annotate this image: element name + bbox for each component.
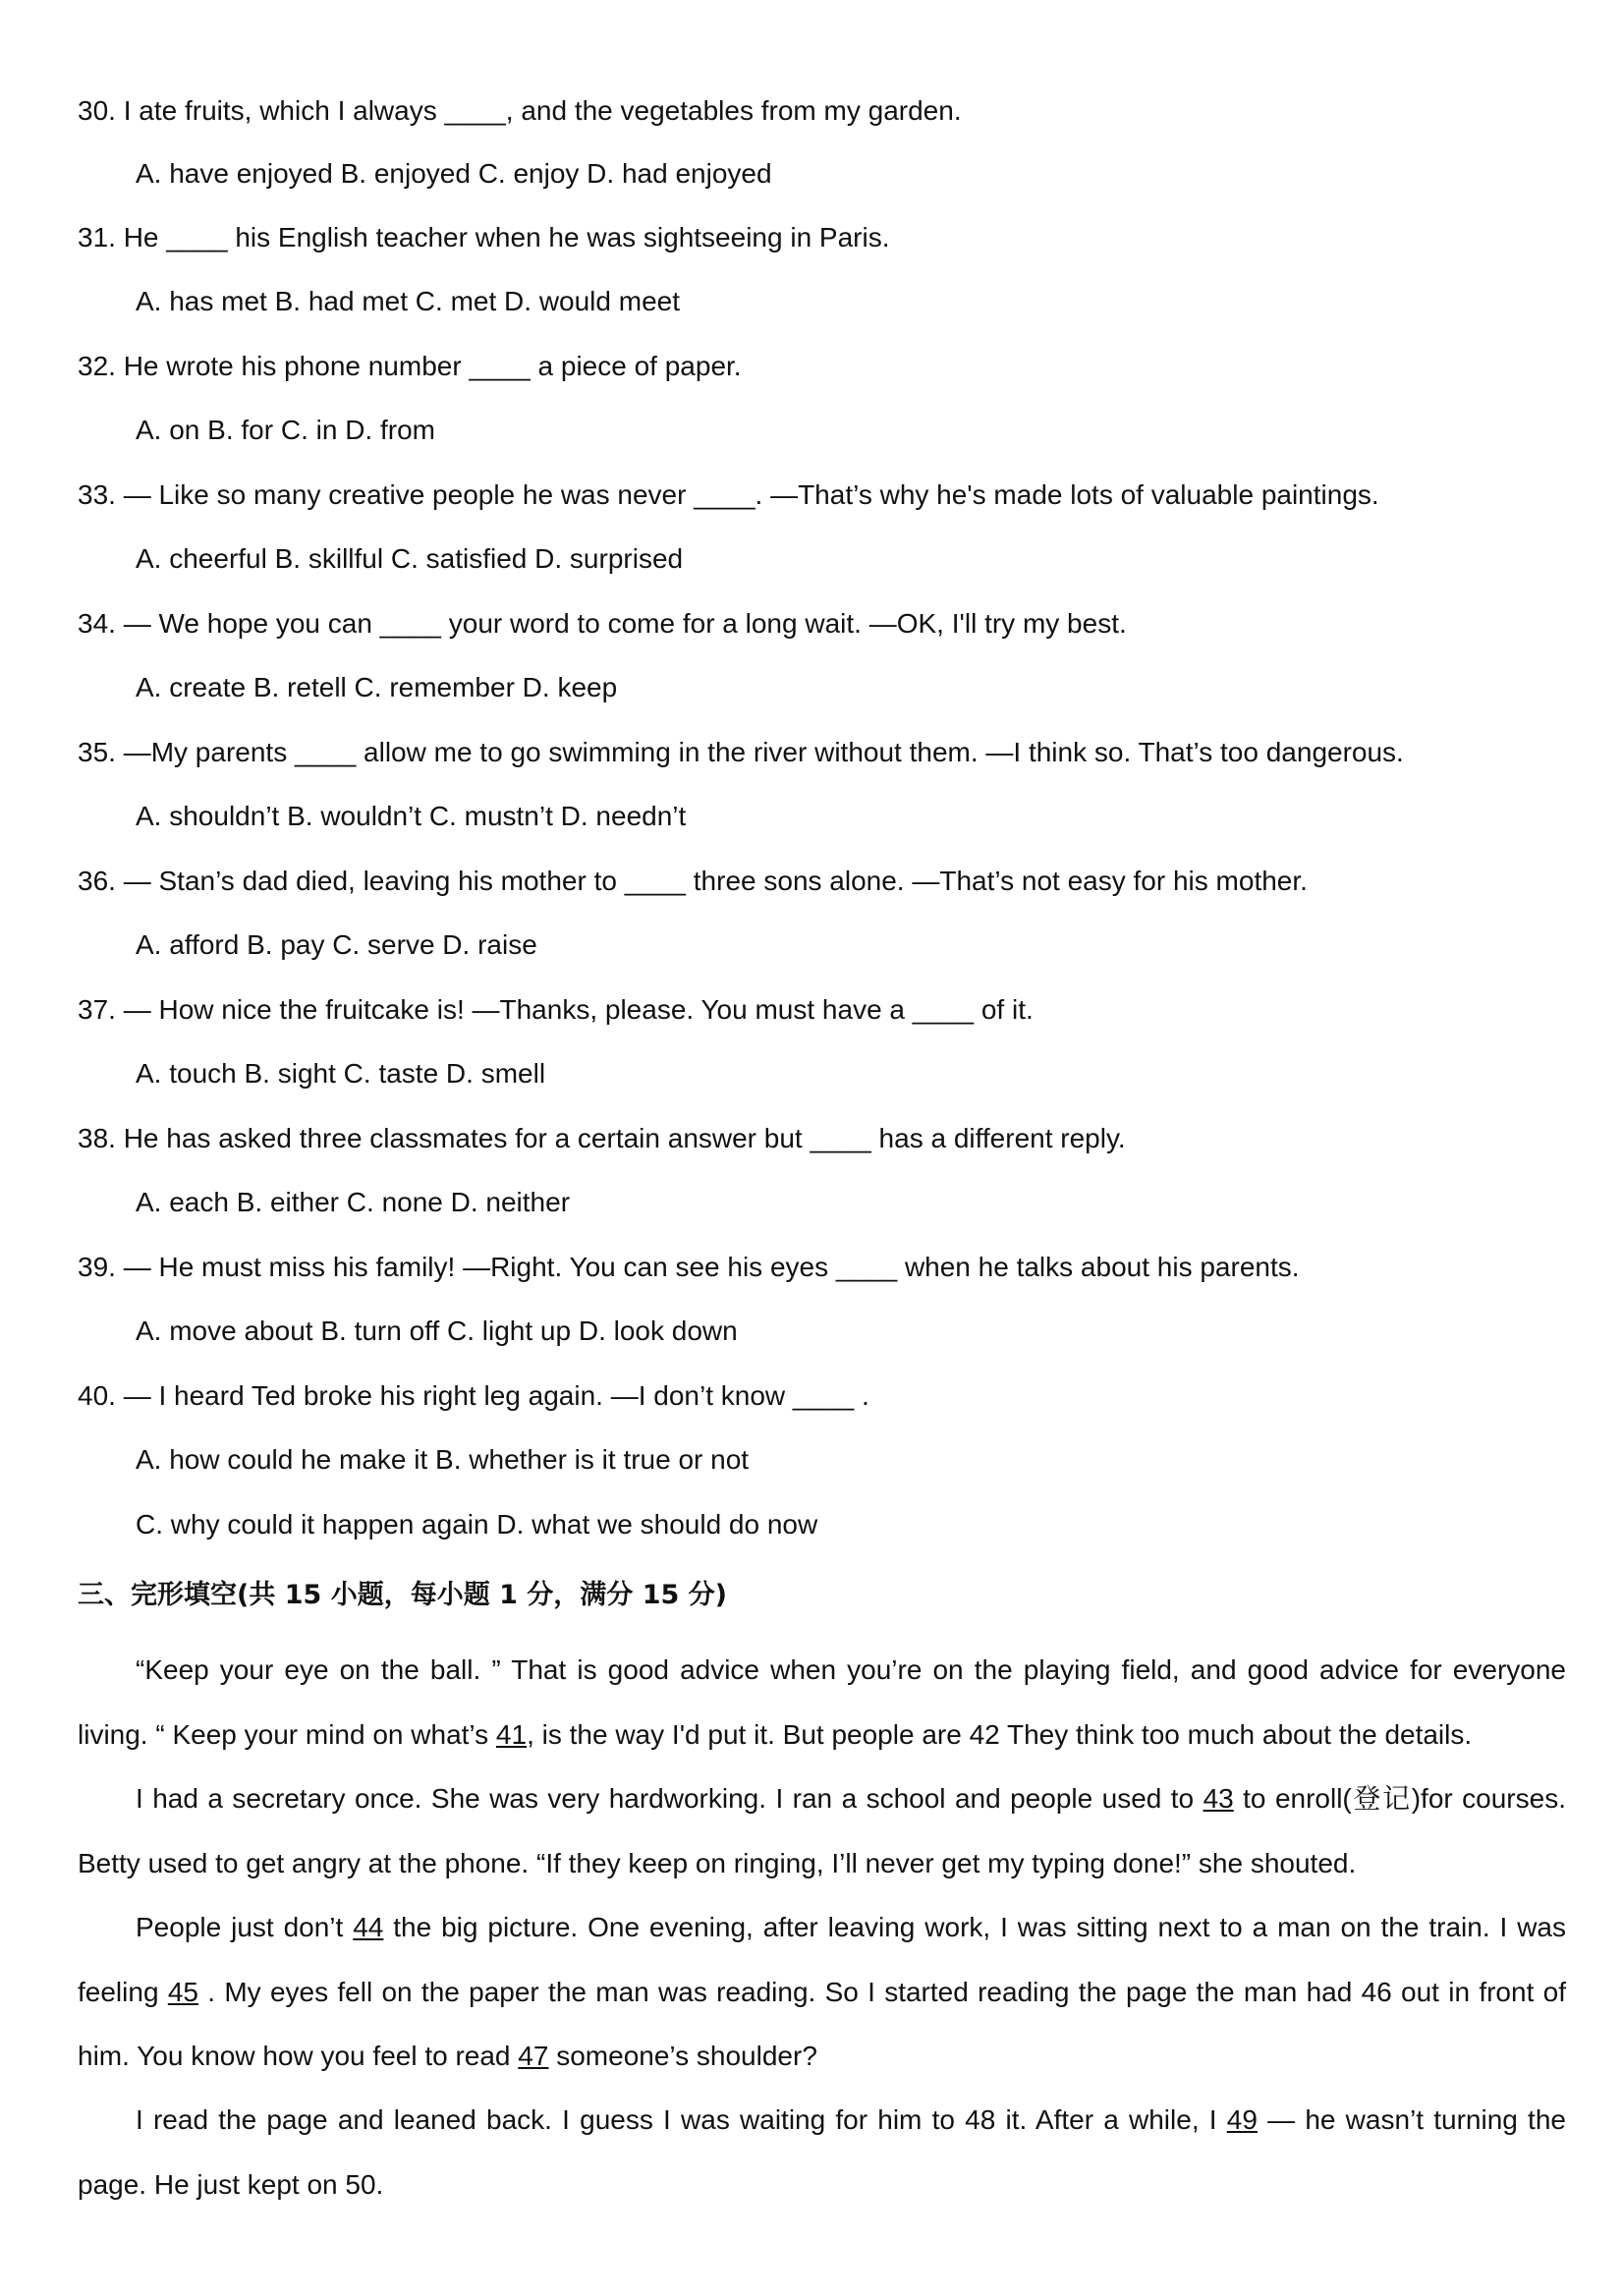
blank-41: 41 bbox=[495, 1718, 528, 1750]
section-title: 三、完形填空(共 15 小题，每小题 1 分，满分 15 分) bbox=[78, 1580, 728, 1610]
options-36: A. afford B. pay C. serve D. raise bbox=[136, 929, 537, 960]
options-40-cd: C. why could it happen again D. what we should do now bbox=[136, 1509, 818, 1540]
passage-text: People just don’t bbox=[136, 1912, 354, 1942]
passage-text: I read the page and leaned back. I guess I was waiting for him to 48 it. After a while, I bbox=[136, 2104, 1227, 2135]
options-31: A. has met B. had met C. met D. would meet bbox=[136, 286, 680, 316]
options-32: A. on B. for C. in D. from bbox=[136, 415, 435, 445]
options-38: A. each B. either C. none D. neither bbox=[136, 1187, 571, 1217]
passage-paragraph-3 bbox=[78, 1895, 1566, 2089]
options-35: A. shouldn’t B. wouldn’t C. mustn’t D. needn’t bbox=[136, 801, 687, 831]
question-34: 34. — We hope you can ____ your word to come for a long wait. —OK, I'll try my best. bbox=[78, 608, 1127, 639]
passage-text: , is the way I'd put it. But people are 42 They think too much about the details. bbox=[527, 1718, 1473, 1750]
question-33: 33. — Like so many creative people he was never ____. —That’s why he's made lots of valuable paintings. bbox=[78, 479, 1379, 510]
question-30: 30. I ate fruits, which I always ____, and the vegetables from my garden. bbox=[78, 95, 962, 126]
blank-49: 49 bbox=[1226, 2104, 1258, 2135]
passage-paragraph-2 bbox=[78, 1766, 1566, 1895]
passage-text: to enroll(登记)for courses. Betty used to get angry at the phone. “If they keep on ringing, I’ll never get my typing done!” she shouted. bbox=[78, 1783, 1566, 1878]
blank-43: 43 bbox=[1203, 1783, 1234, 1814]
passage-text: the big picture. One evening, after leaving work, I was sitting next to a man on the train. I was feeling bbox=[78, 1912, 1566, 2007]
question-40: 40. — I heard Ted broke his right leg again. —I don’t know ____ . bbox=[78, 1380, 869, 1411]
question-37: 37. — How nice the fruitcake is! —Thanks, please. You must have a ____ of it. bbox=[78, 994, 1034, 1025]
passage-text: someone’s shoulder? bbox=[548, 2041, 817, 2071]
passage-paragraph-1 bbox=[78, 1638, 1566, 1766]
question-31: 31. He ____ his English teacher when he was sightseeing in Paris. bbox=[78, 222, 890, 252]
options-37: A. touch B. sight C. taste D. smell bbox=[136, 1058, 546, 1089]
passage-text: . My eyes fell on the paper the man was reading. So I started reading the page the man had 46 out in front of him. You know how you feel to read bbox=[78, 1976, 1567, 2071]
options-33: A. cheerful B. skillful C. satisfied D. surprised bbox=[136, 543, 684, 574]
options-30: A. have enjoyed B. enjoyed C. enjoy D. had enjoyed bbox=[136, 158, 772, 189]
question-32: 32. He wrote his phone number ____ a piece of paper. bbox=[78, 351, 742, 381]
passage-paragraph-4 bbox=[78, 2088, 1566, 2216]
passage-text: I had a secretary once. She was very hardworking. I ran a school and people used to bbox=[136, 1783, 1203, 1814]
blank-45: 45 bbox=[167, 1976, 198, 2007]
question-35: 35. —My parents ____ allow me to go swimming in the river without them. —I think so. That’s too dangerous. bbox=[78, 737, 1404, 767]
options-34: A. create B. retell C. remember D. keep bbox=[136, 672, 618, 702]
passage-text: — he wasn’t turning the page. He just kept on 50. bbox=[78, 2104, 1566, 2200]
options-40-ab: A. how could he make it B. whether is it true or not bbox=[136, 1444, 750, 1475]
blank-47: 47 bbox=[518, 2041, 549, 2071]
question-38: 38. He has asked three classmates for a certain answer but ____ has a different reply. bbox=[78, 1123, 1126, 1153]
passage-text: “Keep your eye on the ball. ” That is good advice when you’re on the playing field, and good advice for everyone living. “ Keep your mind on what’s bbox=[78, 1654, 1566, 1750]
options-39: A. move about B. turn off C. light up D. look down bbox=[136, 1316, 738, 1346]
question-36: 36. — Stan’s dad died, leaving his mother to ____ three sons alone. —That’s not easy for his mother. bbox=[78, 866, 1308, 896]
blank-44: 44 bbox=[353, 1912, 384, 1942]
question-39: 39. — He must miss his family! —Right. You can see his eyes ____ when he talks about his parents. bbox=[78, 1252, 1300, 1282]
